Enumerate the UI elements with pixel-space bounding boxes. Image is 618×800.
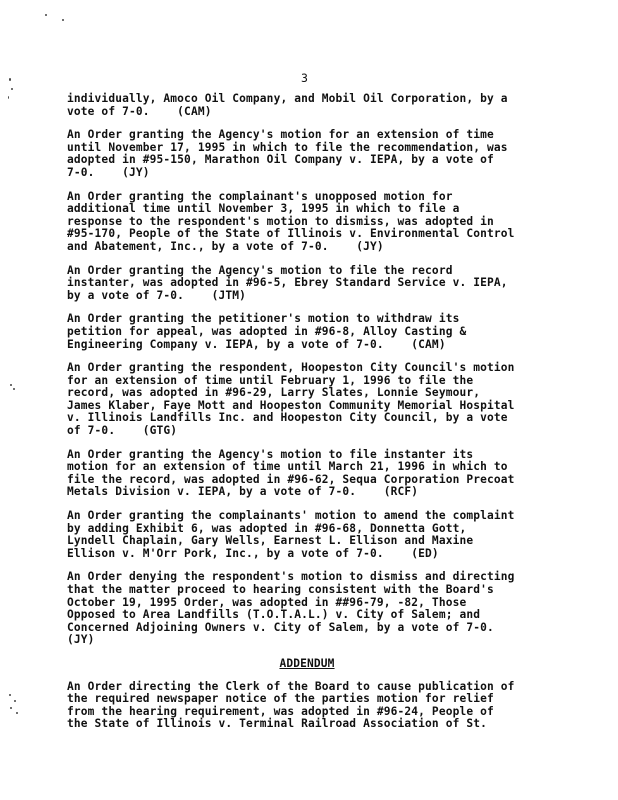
scan-speck bbox=[10, 707, 12, 709]
addendum-heading: ADDENDUM bbox=[279, 656, 335, 670]
page-number: 3 bbox=[301, 71, 308, 85]
addendum-paragraph: An Order directing the Clerk of the Board to cause publication of the required newspaper notice of the parties motion for relief from the hearing requirement, was adopted in #96-24, People of the State of Illinois v. Terminal Railroad Association of St. bbox=[67, 679, 515, 731]
document-body bbox=[67, 93, 547, 742]
order-paragraph: An Order granting the Agency's motion to file the record instanter, was adopted in #96-5, Ebrey Standard Service v. IEPA, by a vote of 7-0. (JTM) bbox=[67, 263, 508, 302]
order-paragraph: An Order granting the respondent, Hoopeston City Council's motion for an extension of time until February 1, 1996 to file the record, was adopted in #96-29, Larry Slates, Lonnie Seymour, James Klaber, Faye Mott and Hoopeston Community Memorial Hospital v. Illinois Landfills Inc. and Hoopeston City Council, by a vote of 7-0. (GTG) bbox=[67, 361, 515, 438]
scan-speck bbox=[16, 712, 18, 714]
scan-speck bbox=[14, 700, 16, 702]
scan-speck bbox=[9, 78, 11, 81]
order-paragraph: individually, Amoco Oil Company, and Mobil Oil Corporation, by a vote of 7-0. (CAM) bbox=[67, 92, 508, 118]
order-paragraph: An Order granting the Agency's motion for an extension of time until November 17, 1995 in which to file the recommendation, was adopted in #95-150, Marathon Oil Company v. IEPA, by a vote of 7-0. (JY) bbox=[67, 128, 508, 179]
scan-speck bbox=[10, 384, 12, 386]
order-paragraph: An Order granting the Agency's motion to file instanter its motion for an extension of time until March 21, 1996 in which to file the record, was adopted in #96-62, Sequa Corporation Precoat Metals Division v. IEPA, by a vote of 7-0. (RCF) bbox=[67, 447, 515, 499]
scan-speck bbox=[62, 19, 64, 21]
order-paragraph: An Order granting the complainant's unopposed motion for additional time until November 3, 1995 in which to file a response to the respondent's motion to dismiss, was adopted in #95-170, People of the State of Illinois v. Environmental Control and Abatement, Inc., by a vote of 7-0. (JY) bbox=[67, 189, 515, 253]
scan-speck bbox=[8, 96, 9, 99]
scan-speck bbox=[9, 694, 11, 696]
scan-speck bbox=[13, 388, 15, 390]
order-paragraph: An Order granting the petitioner's motion to withdraw its petition for appeal, was adopted in #96-8, Alloy Casting & Engineering Company v. IEPA, by a vote of 7-0. (CAM) bbox=[67, 312, 467, 351]
scan-speck bbox=[45, 14, 47, 16]
scan-speck bbox=[11, 88, 13, 90]
order-paragraph: An Order denying the respondent's motion to dismiss and directing that the matter proceed to hearing consistent with the Board's October 19, 1995 Order, was adopted in ##96-79, -82, Those Opposed to Area Landfills (T.O.T.A.L.) v. City of Salem; and Concerned Adjoining Owners v. City of Salem, by a vote of 7-0. (JY) bbox=[67, 570, 515, 647]
order-paragraph: An Order granting the complainants' motion to amend the complaint by adding Exhibit 6, was adopted in #96-68, Donnetta Gott, Lyndell Chaplain, Gary Wells, Earnest L. Ellison and Maxine Ellison v. M'Orr Pork, Inc., by a vote of 7-0. (ED) bbox=[67, 509, 515, 560]
